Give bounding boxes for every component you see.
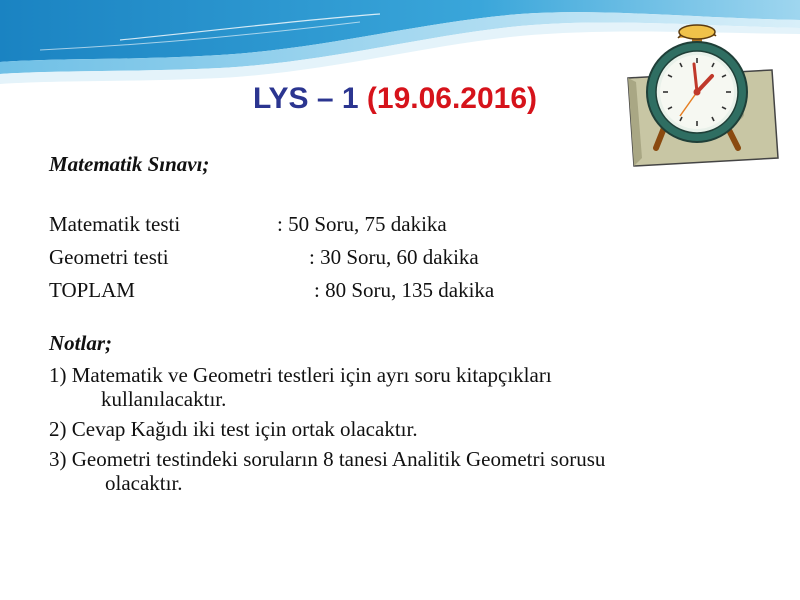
title-main: LYS – 1 [252,82,367,115]
exam-row-value: : 80 Soru, 135 dakika [314,278,495,302]
title-date: (19.06.2016) [366,82,538,115]
alarm-clock-icon [620,8,785,173]
exam-row-value: : 50 Soru, 75 dakika [277,212,447,236]
exam-row-label: TOPLAM [49,278,135,302]
exam-row [49,274,789,307]
note-item [49,363,789,411]
exam-row [49,241,789,274]
exam-row [49,208,789,241]
exam-heading: Matematik Sınavı; [49,152,210,176]
note-text-continued: olacaktır. [105,471,183,495]
note-text: 2) Cevap Kağıdı iki test için ortak olacaktır. [49,417,418,441]
note-item [49,447,789,495]
slide-body [49,150,789,501]
notes-heading: Notlar; [49,331,112,355]
note-text: 3) Geometri testindeki soruların 8 tanesi Analitik Geometri sorusu [49,447,606,471]
note-text-continued: kullanılacaktır. [101,387,227,411]
note-item [49,417,789,441]
exam-row-label: Matematik testi [49,212,181,236]
note-text: 1) Matematik ve Geometri testleri için ayrı soru kitapçıkları [49,363,552,387]
exam-row-label: Geometri testi [49,245,169,269]
exam-row-value: : 30 Soru, 60 dakika [309,245,479,269]
